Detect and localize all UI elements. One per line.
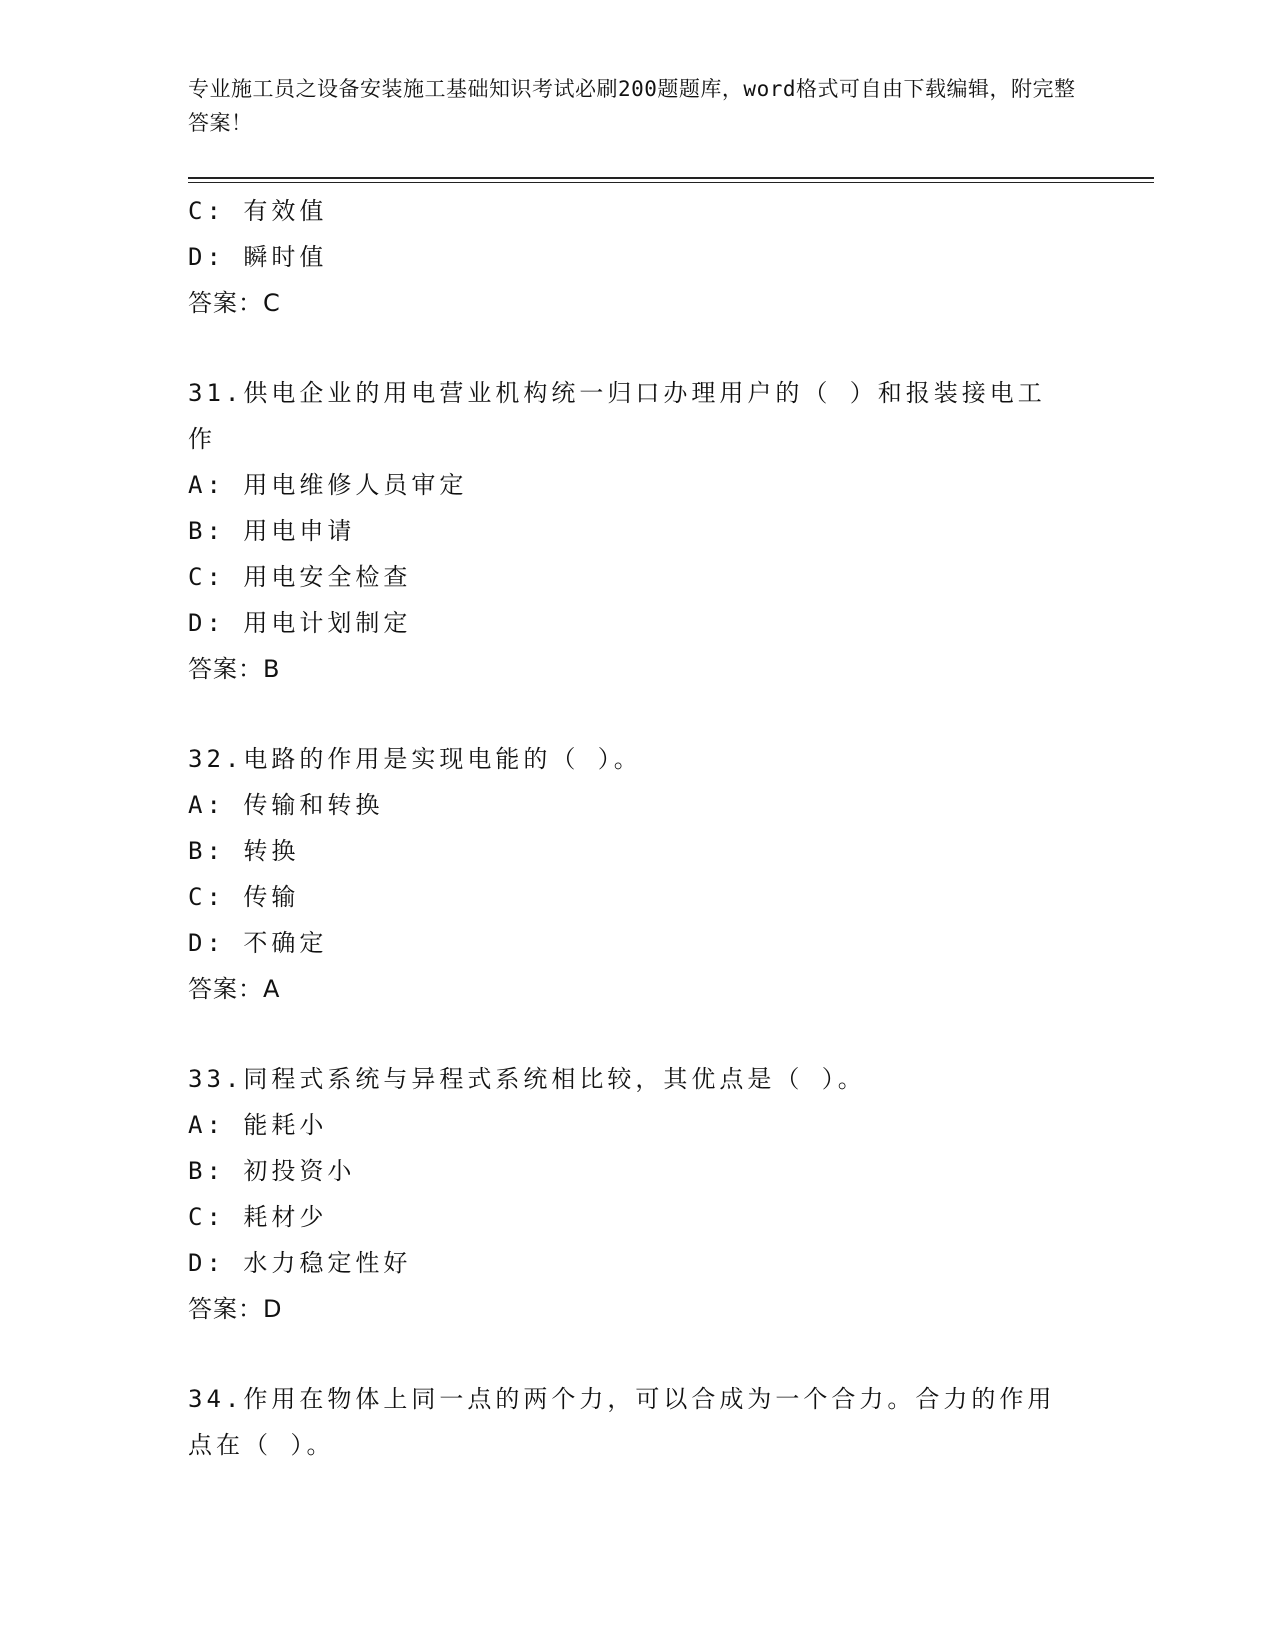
option-line [188,600,1088,646]
option-line [188,234,1088,280]
option-text: 传输和转换 [243,791,384,819]
option-text: 用电安全检查 [243,563,412,591]
option-line [188,462,1088,508]
option-text: 有效值 [243,197,328,225]
option-text: 用电维修人员审定 [243,471,468,499]
option-text: 瞬时值 [243,243,328,271]
question-34 [188,1376,1088,1468]
option-text: 转换 [243,837,300,865]
option-key: A: [188,471,244,499]
spacer [188,326,1088,370]
option-key: B: [188,1157,244,1185]
option-text: 用电申请 [243,517,356,545]
option-key: D: [188,609,244,637]
answer-line: 答案：D [188,1295,283,1323]
option-text: 能耗小 [243,1111,328,1139]
option-text: 用电计划制定 [243,609,412,637]
spacer [188,1012,1088,1056]
option-text: 耗材少 [243,1203,328,1231]
option-line [188,1148,1088,1194]
option-key: C: [188,197,244,225]
option-key: D: [188,929,244,957]
document-header: 专业施工员之设备安装施工基础知识考试必刷200题题库，word格式可自由下载编辑，附完整答案！ [188,77,1076,135]
question-33 [188,1056,1088,1332]
question-stem: 32.电路的作用是实现电能的（ ）。 [188,745,642,773]
previous-question-tail [188,188,1088,326]
option-line [188,554,1088,600]
option-text: 水力稳定性好 [243,1249,412,1277]
option-line [188,508,1088,554]
option-line [188,920,1088,966]
option-text: 传输 [243,883,300,911]
spacer [188,1332,1088,1376]
header-rule-thin [188,182,1154,183]
question-32 [188,736,1088,1012]
question-list [188,188,1088,1468]
option-key: B: [188,837,244,865]
option-key: C: [188,1203,244,1231]
option-line [188,874,1088,920]
question-stem: 31.供电企业的用电营业机构统一归口办理用户的（ ）和报装接电工作 [188,379,1046,453]
spacer [188,692,1088,736]
option-line [188,188,1088,234]
answer-line: 答案：C [188,289,281,317]
option-key: D: [188,243,244,271]
answer-line: 答案：A [188,975,281,1003]
answer-line: 答案：B [188,655,281,683]
option-line [188,828,1088,874]
option-text: 不确定 [243,929,328,957]
option-line [188,1102,1088,1148]
option-line [188,782,1088,828]
option-line [188,1194,1088,1240]
question-stem: 34.作用在物体上同一点的两个力，可以合成为一个合力。合力的作用点在（ ）。 [188,1385,1056,1459]
question-31 [188,370,1088,692]
option-key: C: [188,883,244,911]
option-key: D: [188,1249,244,1277]
question-stem: 33.同程式系统与异程式系统相比较，其优点是（ ）。 [188,1065,866,1093]
option-text: 初投资小 [243,1157,356,1185]
option-line [188,1240,1088,1286]
option-key: B: [188,517,244,545]
option-key: C: [188,563,244,591]
option-key: A: [188,791,244,819]
option-key: A: [188,1111,244,1139]
header-rule-thick [188,177,1154,179]
